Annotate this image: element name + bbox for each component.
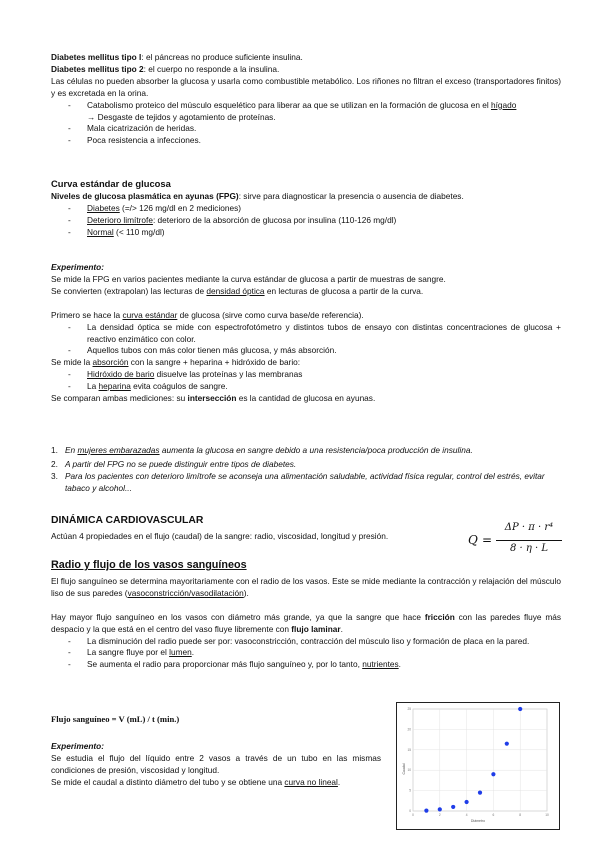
y-axis-label: Caudal xyxy=(402,763,406,775)
x-tick-label: 2 xyxy=(438,813,441,817)
data-point xyxy=(424,808,428,812)
radius-paragraph: El flujo sanguíneo se determina mayoritariamente con el radio de los vasos. Este se mide mediante la contracción y relajación del músculo liso de sus paredes (vasoconstricción/vasodilatación). xyxy=(51,575,561,598)
data-point xyxy=(438,807,442,811)
diabetes-bullet: - Mala cicatrización de heridas. xyxy=(51,123,561,135)
data-point xyxy=(465,800,469,804)
experiment-2-section xyxy=(51,741,381,789)
flow-formula: Flujo sanguíneo = V (mL) / t (min.) xyxy=(51,714,180,724)
data-point xyxy=(505,742,509,746)
note-item: 1. En mujeres embarazadas aumenta la glucosa en sangre debido a una resistencia/poca producción de insulina. xyxy=(51,445,473,455)
diabetes-paragraph: Las células no pueden absorber la glucosa y usarla como combustible metabólico. Los riñones no filtran el exceso (transportadores finitos) y es excretada en la orina. xyxy=(51,75,561,98)
radius-bullet: - Se aumenta el radio para proporcionar más flujo sanguíneo y, por lo tanto, nutrientes. xyxy=(51,659,561,671)
radius-paragraph: Hay mayor flujo sanguíneo en los vasos con diámetro más grande, ya que la sangre que hace fricción con las paredes fluye más despacio y la que está en el centro del vaso fluye libremente con flujo laminar. xyxy=(51,611,561,634)
note-item: 2. A partir del FPG no se puede distinguir entre tipos de diabetes. xyxy=(51,458,297,469)
section-heading: DINÁMICA CARDIOVASCULAR xyxy=(51,515,204,526)
diabetes-bullet: - Poca resistencia a infecciones. xyxy=(51,135,561,147)
y-tick-label: 10 xyxy=(407,768,411,773)
glucose-curve-section xyxy=(51,178,561,239)
diabetes-type1: Diabetes mellitus tipo I: el páncreas no produce suficiente insulina. xyxy=(51,52,303,62)
experiment-bullet: - La densidad óptica se mide con espectrofotómetro y distintos tubos de ensayo con distintas concentraciones de glucosa + reactivo enzimático con color. xyxy=(51,322,561,346)
experiment-line: Se comparan ambas mediciones: su intersección es la cantidad de glucosa en ayunas. xyxy=(51,393,376,404)
fpg-definition: Niveles de glucosa plasmática en ayunas (FPG): sirve para diagnosticar la presencia o ausencia de diabetes. xyxy=(51,190,464,201)
experiment-heading: Experimento: xyxy=(51,741,105,751)
fpg-item: - Diabetes (=/> 126 mg/dl en 2 mediciones) xyxy=(51,203,561,215)
y-tick-label: 25 xyxy=(407,707,411,711)
x-tick-label: 0 xyxy=(412,813,414,817)
data-point xyxy=(491,772,495,776)
fpg-item: - Deterioro limítrofe: deterioro de la absorción de glucosa por insulina (110-126 mg/dl) xyxy=(51,215,561,227)
y-tick-label: 0 xyxy=(409,809,411,813)
diabetes-type2: Diabetes mellitus tipo 2: el cuerpo no responde a la insulina. xyxy=(51,63,280,74)
data-point xyxy=(478,791,482,795)
fraction-bar xyxy=(496,540,562,541)
section-heading: Radio y flujo de los vasos sanguíneos xyxy=(51,559,247,571)
diabetes-bullet: - Catabolismo proteico del músculo esquelético para liberar aa que se utilizan en la formación de glucosa en el hígado → Desgaste de tejidos y agotamiento de proteínas. xyxy=(51,100,561,124)
notes-list xyxy=(51,445,561,495)
scatter-plot xyxy=(397,703,559,829)
data-point xyxy=(451,805,455,809)
experiment-line: Se convierten (extrapolan) las lecturas de densidad óptica en lecturas de glucosa a partir de la curva. xyxy=(51,285,424,296)
cardio-intro: Actúan 4 propiedades en el flujo (caudal) de la sangre: radio, viscosidad, longitud y presión. xyxy=(51,530,389,541)
fpg-item: - Normal (< 110 mg/dl) xyxy=(51,227,561,239)
radius-bullet: - La sangre fluye por el lumen. xyxy=(51,647,561,659)
x-tick-label: 10 xyxy=(545,813,549,817)
experiment-bullet: - Aquellos tubos con más color tienen más glucosa, y más absorción. xyxy=(51,345,561,357)
x-tick-label: 4 xyxy=(465,813,468,817)
radius-bullet: - La disminución del radio puede ser por: vasoconstricción, contracción del músculo liso y formación de placa en la pared. xyxy=(51,636,561,648)
note-item: 3. Para los pacientes con deterioro limítrofe se aconseja una alimentación saludable, actividad física regular, control del estrés, evitar tabaco y alcohol... xyxy=(51,470,545,493)
cardio-section xyxy=(51,515,451,543)
x-tick-label: 6 xyxy=(492,813,495,817)
experiment-line: Se mide la FPG en varios pacientes mediante la curva estándar de glucosa a partir de muestras de sangre. xyxy=(51,273,446,284)
experiment-heading: Experimento: xyxy=(51,262,105,272)
experiment-1-section xyxy=(51,262,561,405)
y-tick-label: 20 xyxy=(407,727,411,732)
experiment-bullet: - La heparina evita coágulos de sangre. xyxy=(51,381,561,393)
y-tick-label: 15 xyxy=(407,747,411,752)
experiment-line: Se mide el caudal a distinto diámetro del tubo y se obtiene una curva no lineal. xyxy=(51,776,341,787)
diabetes-section xyxy=(51,52,561,147)
experiment-line: Primero se hace la curva estándar de glucosa (sirve como curva base/de referencia). xyxy=(51,309,364,320)
experiment-bullet: - Hidróxido de bario disuelve las proteínas y las membranas xyxy=(51,369,561,381)
x-axis-label: Diámetro xyxy=(470,819,486,823)
radius-flow-section xyxy=(51,560,561,671)
poiseuille-formula: Q = ΔP · π · r⁴ 8 · η · L xyxy=(468,522,564,562)
experiment-line: Se mide la absorción con la sangre + heparina + hidróxido de bario: xyxy=(51,357,301,368)
y-tick-label: 5 xyxy=(409,788,411,793)
section-heading: Curva estándar de glucosa xyxy=(51,178,171,189)
plot-frame xyxy=(413,709,547,811)
x-tick-label: 8 xyxy=(519,813,522,817)
data-point xyxy=(518,707,522,711)
flow-diameter-chart xyxy=(396,702,560,830)
experiment-line: Se estudia el flujo del líquido entre 2 vasos a través de un tubo en las mismas condiciones de presión, viscosidad y longitud. xyxy=(51,752,381,775)
